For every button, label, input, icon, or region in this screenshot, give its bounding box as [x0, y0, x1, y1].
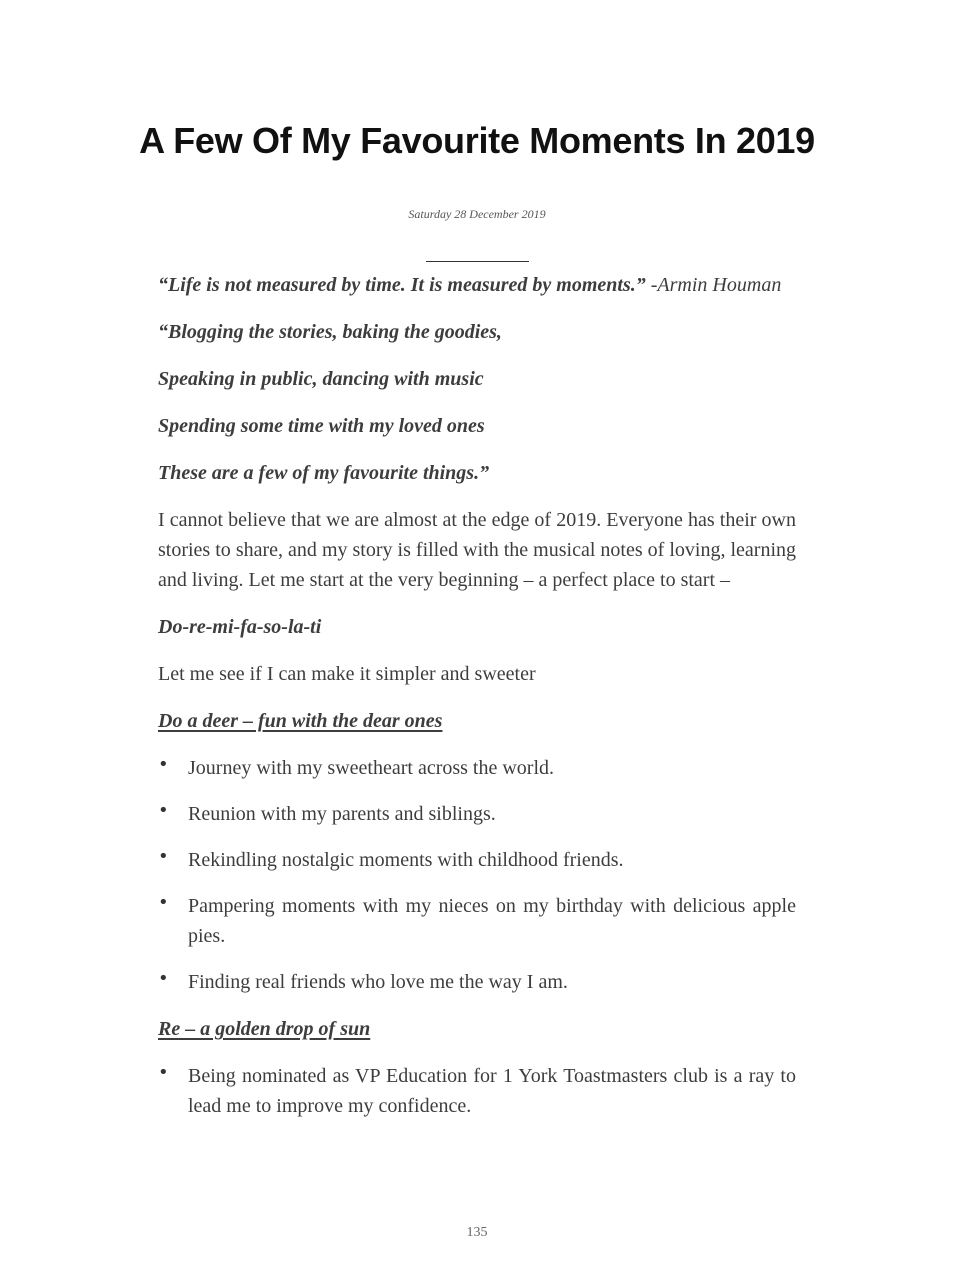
- bullet-icon: •: [158, 1062, 169, 1083]
- bullet-icon: •: [158, 892, 169, 913]
- title-divider: [426, 261, 529, 262]
- list-item-text: Journey with my sweetheart across the world.: [188, 757, 555, 779]
- bullet-icon: •: [158, 800, 169, 821]
- lead-in-paragraph: Let me see if I can make it simpler and sweeter: [158, 663, 536, 685]
- poem-line: “Blogging the stories, baking the goodies,: [158, 321, 502, 343]
- list-item-text: Pampering moments with my nieces on my birthday with delicious apple pies.: [188, 895, 796, 947]
- article-date: Saturday 28 December 2019: [408, 207, 546, 221]
- bullet-icon: •: [158, 754, 169, 775]
- list-item-text: Being nominated as VP Education for 1 York Toastmasters club is a ray to lead me to improve my confidence.: [188, 1065, 796, 1117]
- list-item-text: Rekindling nostalgic moments with childhood friends.: [188, 849, 624, 871]
- poem-line: These are a few of my favourite things.”: [158, 462, 490, 484]
- list-item: [158, 845, 796, 875]
- bullet-icon: •: [158, 968, 169, 989]
- list-item: [158, 753, 796, 783]
- section-heading: Do a deer – fun with the dear ones: [158, 710, 443, 732]
- list-item: [158, 799, 796, 829]
- list-item: [158, 967, 796, 997]
- article-title: A Few Of My Favourite Moments In 2019: [139, 120, 815, 161]
- bullet-icon: •: [158, 846, 169, 867]
- scale-line: Do-re-mi-fa-so-la-ti: [158, 616, 322, 638]
- quote-author: -Armin Houman: [650, 274, 782, 296]
- section-list: [158, 753, 796, 997]
- opening-quote: [158, 270, 796, 300]
- article-body: [158, 270, 796, 1138]
- page-number: 135: [466, 1225, 488, 1240]
- intro-paragraph: I cannot believe that we are almost at the edge of 2019. Everyone has their own stories to share, and my story is filled with the musical notes of loving, learning and living. Let me start at the very beginning – a perfect place to start –: [158, 509, 796, 591]
- section-heading: Re – a golden drop of sun: [158, 1018, 371, 1040]
- section-list: [158, 1061, 796, 1121]
- poem-line: Spending some time with my loved ones: [158, 415, 485, 437]
- list-item: [158, 891, 796, 951]
- list-item: [158, 1061, 796, 1121]
- list-item-text: Reunion with my parents and siblings.: [188, 803, 496, 825]
- quote-text: “Life is not measured by time. It is measured by moments.”: [158, 274, 646, 296]
- poem-line: Speaking in public, dancing with music: [158, 368, 484, 390]
- list-item-text: Finding real friends who love me the way I am.: [188, 971, 568, 993]
